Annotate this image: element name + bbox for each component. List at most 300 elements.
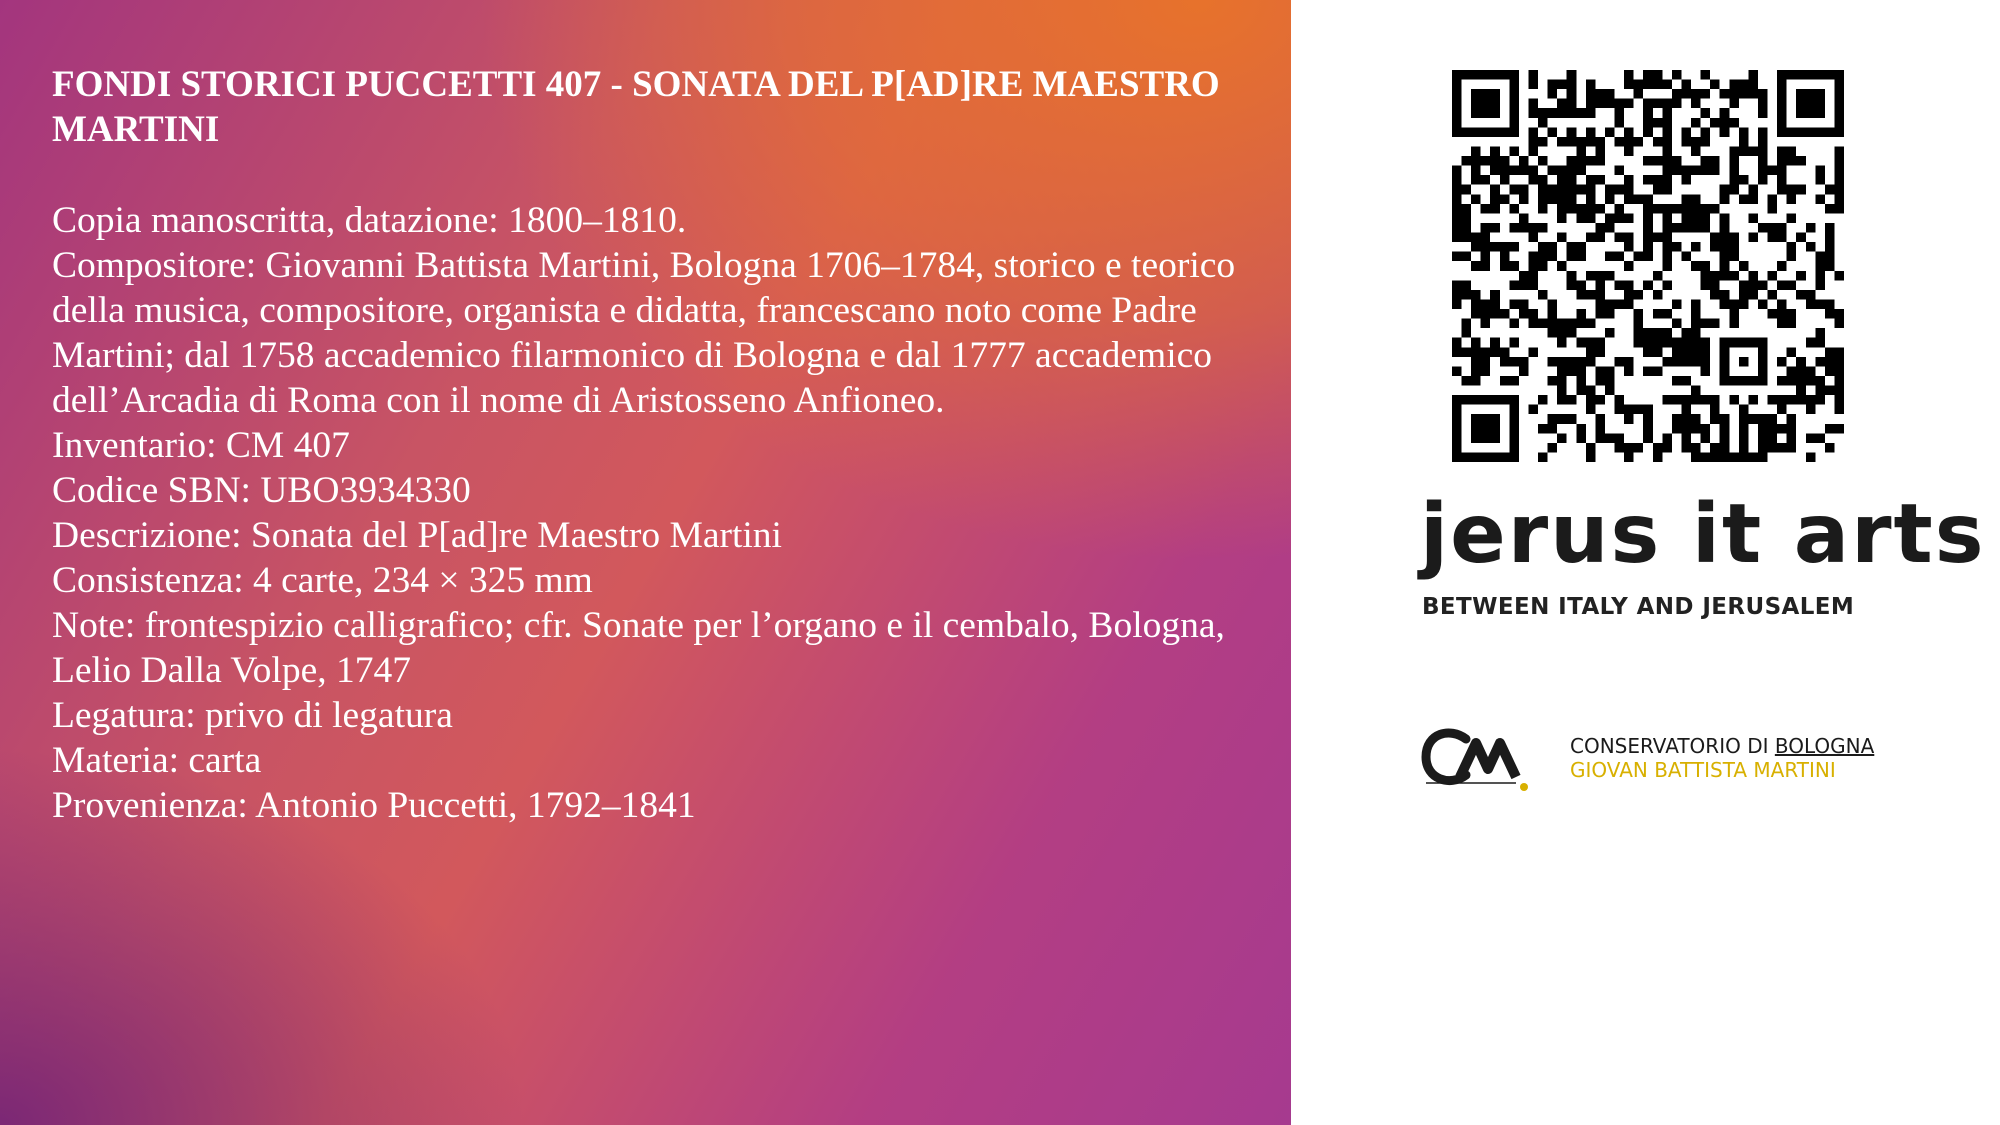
qr-module (1720, 127, 1730, 137)
qr-module (1691, 194, 1701, 204)
qr-module (1634, 405, 1644, 415)
qr-module (1777, 233, 1787, 243)
qr-module (1548, 299, 1558, 309)
qr-module (1509, 242, 1519, 252)
qr-module (1471, 376, 1481, 386)
qr-module (1615, 99, 1625, 109)
qr-module (1538, 252, 1548, 262)
qr-module (1490, 146, 1500, 156)
qr-module (1509, 357, 1519, 367)
qr-module (1710, 405, 1720, 415)
qr-module (1500, 194, 1510, 204)
qr-module (1739, 299, 1749, 309)
conservatorio-name (1570, 734, 1874, 758)
qr-module (1729, 309, 1739, 319)
qr-module (1777, 166, 1787, 176)
qr-module (1748, 80, 1758, 90)
qr-module (1509, 223, 1519, 233)
qr-module (1691, 166, 1701, 176)
qr-module (1825, 233, 1835, 243)
qr-module (1481, 366, 1491, 376)
qr-module (1806, 395, 1816, 405)
qr-module (1538, 194, 1548, 204)
qr-module (1548, 414, 1558, 424)
qr-module (1481, 175, 1491, 185)
qr-module (1739, 452, 1749, 462)
qr-module (1739, 261, 1749, 271)
qr-module (1576, 319, 1586, 329)
qr-module (1576, 242, 1586, 252)
qr-module (1509, 299, 1519, 309)
qr-module (1710, 290, 1720, 300)
qr-module (1672, 166, 1682, 176)
qr-module (1586, 108, 1596, 118)
qr-module (1615, 185, 1625, 195)
qr-module (1615, 433, 1625, 443)
qr-module (1681, 405, 1691, 415)
qr-module (1452, 366, 1462, 376)
qr-module (1509, 185, 1519, 195)
qr-module (1710, 452, 1720, 462)
qr-module (1701, 395, 1711, 405)
qr-module (1643, 70, 1653, 80)
qr-module (1576, 252, 1586, 262)
qr-module (1748, 213, 1758, 223)
qr-module (1481, 252, 1491, 262)
qr-module (1720, 414, 1730, 424)
qr-module (1509, 146, 1519, 156)
qr-module (1500, 357, 1510, 367)
qr-module (1672, 99, 1682, 109)
qr-module (1471, 261, 1481, 271)
qr-module (1777, 357, 1787, 367)
qr-module (1710, 156, 1720, 166)
qr-module (1452, 233, 1462, 243)
qr-module (1758, 146, 1768, 156)
qr-module (1490, 299, 1500, 309)
qr-module (1701, 137, 1711, 147)
qr-module (1528, 137, 1538, 147)
qr-module (1701, 261, 1711, 271)
qr-module (1748, 70, 1758, 80)
qr-module (1653, 70, 1663, 80)
qr-module (1557, 395, 1567, 405)
qr-module (1815, 395, 1825, 405)
qr-module (1595, 376, 1605, 386)
qr-module (1567, 414, 1577, 424)
qr-module (1643, 242, 1653, 252)
qr-module (1548, 319, 1558, 329)
qr-module (1576, 309, 1586, 319)
qr-module (1653, 443, 1663, 453)
qr-module (1462, 223, 1472, 233)
qr-module (1490, 309, 1500, 319)
qr-module (1576, 290, 1586, 300)
qr-module (1490, 347, 1500, 357)
qr-module (1739, 127, 1749, 137)
qr-module (1538, 175, 1548, 185)
qr-module (1758, 108, 1768, 118)
qr-module (1653, 80, 1663, 90)
qr-module (1519, 357, 1529, 367)
qr-module (1691, 261, 1701, 271)
qr-module (1500, 309, 1510, 319)
qr-module (1672, 424, 1682, 434)
qr-module (1462, 233, 1472, 243)
qr-module (1481, 261, 1491, 271)
qr-module (1672, 414, 1682, 424)
qr-module (1806, 366, 1816, 376)
qr-module (1834, 386, 1844, 396)
qr-module (1519, 299, 1529, 309)
qr-module (1481, 347, 1491, 357)
qr-module (1720, 233, 1730, 243)
qr-module (1729, 89, 1739, 99)
qr-module (1653, 137, 1663, 147)
qr-module (1662, 99, 1672, 109)
qr-module (1834, 319, 1844, 329)
qr-module (1567, 185, 1577, 195)
qr-module (1586, 405, 1596, 415)
qr-module (1777, 146, 1787, 156)
qr-module (1806, 290, 1816, 300)
qr-module (1720, 261, 1730, 271)
qr-module (1624, 242, 1634, 252)
qr-module (1672, 347, 1682, 357)
qr-module (1624, 405, 1634, 415)
qr-module (1567, 194, 1577, 204)
qr-module (1471, 347, 1481, 357)
qr-module (1796, 366, 1806, 376)
qr-module (1462, 376, 1472, 386)
qr-module (1806, 433, 1816, 443)
qr-module (1624, 70, 1634, 80)
qr-module (1691, 213, 1701, 223)
qr-module (1538, 452, 1548, 462)
qr-module (1815, 433, 1825, 443)
qr-module (1576, 280, 1586, 290)
qr-module (1758, 137, 1768, 147)
qr-module (1500, 376, 1510, 386)
qr-module (1528, 309, 1538, 319)
qr-module (1720, 118, 1730, 128)
qr-module (1462, 252, 1472, 262)
qr-module (1557, 204, 1567, 214)
qr-module (1834, 156, 1844, 166)
qr-module (1576, 376, 1586, 386)
qr-module (1615, 405, 1625, 415)
qr-module (1538, 395, 1548, 405)
qr-module (1701, 89, 1711, 99)
qr-module (1796, 290, 1806, 300)
qr-module (1519, 366, 1529, 376)
qr-module (1815, 386, 1825, 396)
qr-module (1729, 299, 1739, 309)
qr-module (1739, 424, 1749, 434)
qr-module (1528, 166, 1538, 176)
qr-module (1729, 252, 1739, 262)
qr-module (1681, 328, 1691, 338)
qr-module (1806, 452, 1816, 462)
qr-module (1662, 213, 1672, 223)
qr-module (1634, 290, 1644, 300)
qr-module (1672, 376, 1682, 386)
qr-module (1586, 204, 1596, 214)
qr-module (1615, 118, 1625, 128)
qr-module (1576, 366, 1586, 376)
qr-module (1528, 233, 1538, 243)
qr-module (1643, 252, 1653, 262)
qr-module (1681, 80, 1691, 90)
qr-module (1595, 271, 1605, 281)
qr-module (1624, 137, 1634, 147)
conservatorio-name-prefix: CONSERVATORIO DI (1570, 734, 1775, 758)
qr-module (1595, 280, 1605, 290)
qr-module (1768, 204, 1778, 214)
note-dating: Copia manoscritta, datazione: 1800–1810. (52, 200, 687, 241)
qr-module (1643, 405, 1653, 415)
qr-module (1662, 223, 1672, 233)
qr-module (1595, 204, 1605, 214)
qr-module (1586, 194, 1596, 204)
qr-module (1643, 414, 1653, 424)
qr-module (1576, 386, 1586, 396)
qr-module (1509, 261, 1519, 271)
qr-module (1643, 328, 1653, 338)
qr-module (1528, 175, 1538, 185)
qr-module (1519, 194, 1529, 204)
qr-module (1548, 252, 1558, 262)
qr-module (1787, 280, 1797, 290)
qr-module (1729, 175, 1739, 185)
qr-module (1634, 252, 1644, 262)
qr-module (1758, 89, 1768, 99)
qr-module (1662, 328, 1672, 338)
qr-module (1615, 166, 1625, 176)
qr-module (1815, 252, 1825, 262)
qr-module (1815, 166, 1825, 176)
qr-module (1768, 290, 1778, 300)
qr-module (1701, 280, 1711, 290)
qr-module (1729, 233, 1739, 243)
qr-module (1471, 299, 1481, 309)
qr-module (1462, 319, 1472, 329)
note-provenance: Provenienza: Antonio Puccetti, 1792–1841 (52, 785, 696, 826)
qr-module (1548, 328, 1558, 338)
qr-module (1586, 99, 1596, 109)
qr-module (1605, 366, 1615, 376)
qr-module (1691, 338, 1701, 348)
qr-module (1567, 137, 1577, 147)
qr-module (1567, 156, 1577, 166)
qr-module (1758, 280, 1768, 290)
qr-module (1471, 242, 1481, 252)
qr-module (1634, 443, 1644, 453)
qr-module (1662, 338, 1672, 348)
qr-module (1729, 99, 1739, 109)
qr-module (1452, 280, 1462, 290)
qr-module (1720, 194, 1730, 204)
qr-module (1710, 414, 1720, 424)
qr-module (1729, 80, 1739, 90)
qr-module (1481, 309, 1491, 319)
qr-module (1634, 137, 1644, 147)
qr-code-icon[interactable] (1452, 70, 1844, 462)
qr-module (1777, 319, 1787, 329)
qr-module (1528, 271, 1538, 281)
qr-module (1643, 433, 1653, 443)
qr-module (1643, 280, 1653, 290)
qr-module (1701, 424, 1711, 434)
qr-module (1586, 213, 1596, 223)
qr-module (1672, 319, 1682, 329)
qr-module (1834, 166, 1844, 176)
qr-module (1777, 299, 1787, 309)
qr-module (1691, 395, 1701, 405)
qr-module (1662, 395, 1672, 405)
qr-module (1643, 127, 1653, 137)
qr-module (1557, 99, 1567, 109)
qr-module (1624, 146, 1634, 156)
qr-module (1481, 319, 1491, 329)
qr-module (1834, 175, 1844, 185)
qr-module (1452, 223, 1462, 233)
qr-module (1567, 70, 1577, 80)
qr-module (1729, 395, 1739, 405)
qr-module (1834, 204, 1844, 214)
qr-module (1595, 137, 1605, 147)
qr-module (1758, 452, 1768, 462)
qr-module (1528, 252, 1538, 262)
qr-module (1595, 347, 1605, 357)
qr-module (1691, 424, 1701, 434)
qr-module (1739, 194, 1749, 204)
qr-module (1462, 185, 1472, 195)
qr-module (1825, 366, 1835, 376)
qr-module (1567, 366, 1577, 376)
qr-module (1643, 213, 1653, 223)
qr-module (1681, 357, 1691, 367)
qr-module (1643, 223, 1653, 233)
qr-module (1729, 271, 1739, 281)
qr-module (1471, 309, 1481, 319)
qr-module (1653, 185, 1663, 195)
qr-module (1758, 223, 1768, 233)
qr-module (1605, 223, 1615, 233)
qr-module (1615, 108, 1625, 118)
qr-module (1739, 175, 1749, 185)
qr-module (1605, 89, 1615, 99)
qr-module (1557, 108, 1567, 118)
qr-module (1758, 443, 1768, 453)
qr-module (1662, 443, 1672, 453)
qr-module (1615, 395, 1625, 405)
qr-module (1787, 376, 1797, 386)
qr-module (1538, 319, 1548, 329)
qr-module (1576, 146, 1586, 156)
qr-module (1643, 156, 1653, 166)
qr-module (1672, 204, 1682, 214)
qr-module (1834, 424, 1844, 434)
qr-module (1825, 185, 1835, 195)
qr-module (1462, 347, 1472, 357)
qr-module (1710, 204, 1720, 214)
qr-module (1519, 156, 1529, 166)
qr-module (1691, 443, 1701, 453)
qr-module (1834, 395, 1844, 405)
qr-module (1576, 433, 1586, 443)
qr-module (1538, 156, 1548, 166)
qr-module (1528, 347, 1538, 357)
qr-module (1586, 185, 1596, 195)
qr-module (1519, 280, 1529, 290)
qr-module (1624, 299, 1634, 309)
qr-module (1519, 223, 1529, 233)
qr-module (1624, 414, 1634, 424)
qr-module (1576, 166, 1586, 176)
qr-module (1471, 233, 1481, 243)
qr-module (1452, 185, 1462, 195)
qr-module (1576, 156, 1586, 166)
qr-module (1662, 185, 1672, 195)
qr-module (1701, 166, 1711, 176)
qr-module (1586, 290, 1596, 300)
qr-module (1815, 357, 1825, 367)
qr-module (1787, 185, 1797, 195)
qr-module (1615, 280, 1625, 290)
qr-module (1825, 223, 1835, 233)
qr-module (1739, 80, 1749, 90)
qr-module (1681, 127, 1691, 137)
qr-module (1548, 443, 1558, 453)
qr-module (1691, 137, 1701, 147)
qr-module (1672, 357, 1682, 367)
qr-module (1748, 414, 1758, 424)
qr-module (1557, 194, 1567, 204)
qr-module (1624, 357, 1634, 367)
qr-module (1615, 252, 1625, 262)
qr-module (1452, 347, 1462, 357)
jerusit-arts-tagline: BETWEEN ITALY AND JERUSALEM (1422, 594, 1855, 620)
qr-module (1825, 424, 1835, 434)
qr-module (1500, 347, 1510, 357)
qr-module (1662, 137, 1672, 147)
qr-module (1691, 452, 1701, 462)
qr-module (1586, 233, 1596, 243)
note-description: Descrizione: Sonata del P[ad]re Maestro Martini (52, 515, 782, 556)
qr-module (1586, 80, 1596, 90)
qr-module (1758, 99, 1768, 109)
qr-module (1490, 338, 1500, 348)
qr-module (1643, 99, 1653, 109)
qr-module (1681, 223, 1691, 233)
qr-module (1672, 70, 1682, 80)
qr-module (1758, 299, 1768, 309)
qr-module (1548, 166, 1558, 176)
qr-module (1634, 309, 1644, 319)
qr-module (1787, 366, 1797, 376)
qr-module (1576, 338, 1586, 348)
qr-module (1471, 338, 1481, 348)
qr-module (1834, 185, 1844, 195)
qr-module (1758, 127, 1768, 137)
qr-module (1519, 309, 1529, 319)
qr-module (1605, 433, 1615, 443)
qr-module (1452, 194, 1462, 204)
qr-module (1787, 252, 1797, 262)
qr-module (1720, 242, 1730, 252)
info-text-block (52, 62, 1252, 828)
